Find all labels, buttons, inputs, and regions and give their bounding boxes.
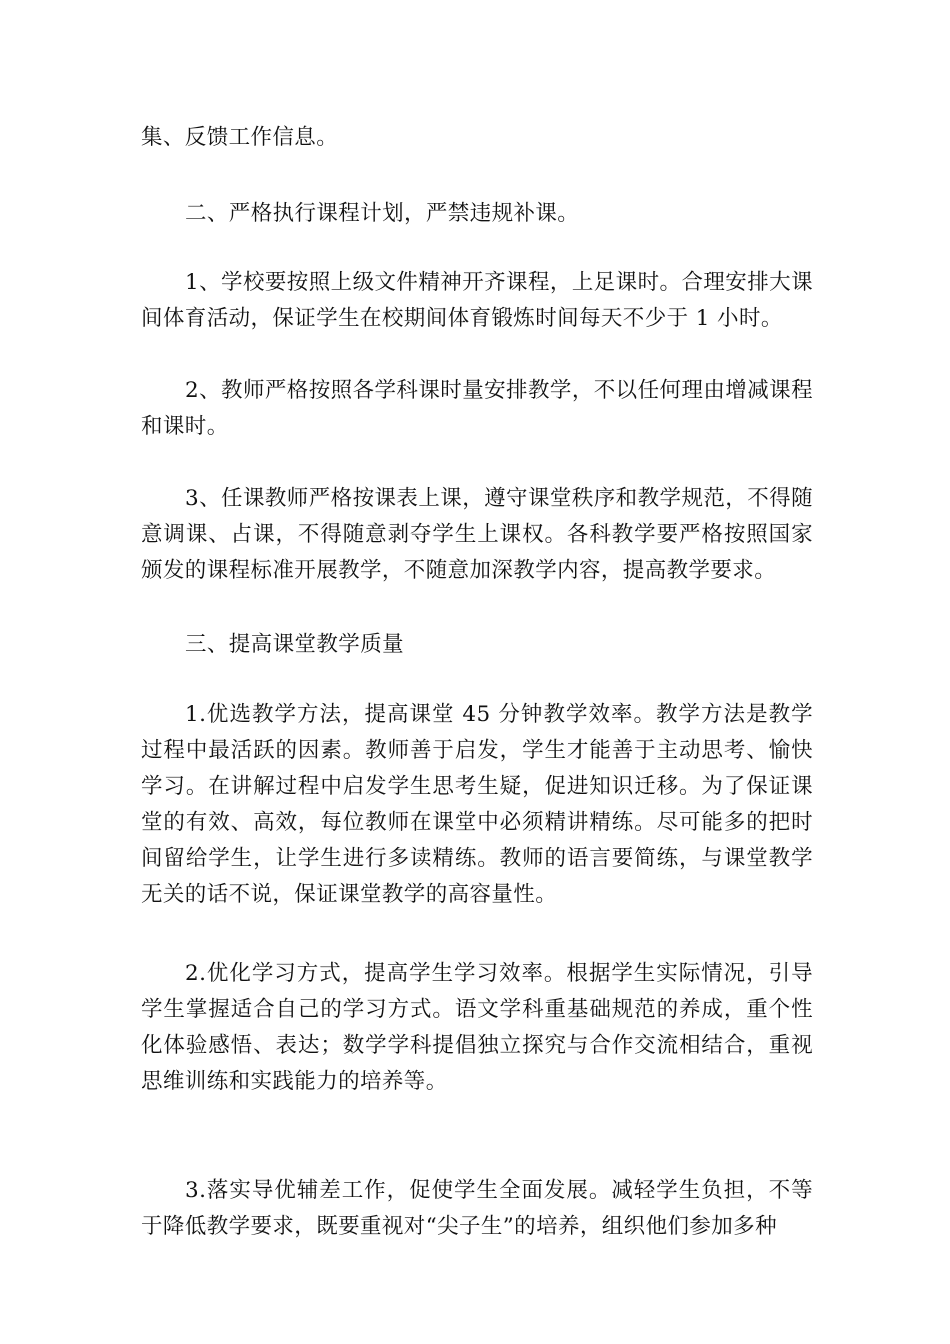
paragraph-continuation: 集、反馈工作信息。	[141, 125, 339, 150]
section-heading-3: 三、提高课堂教学质量	[185, 632, 405, 657]
paragraph-2-2: 2、教师严格按照各学科课时量安排教学，不以任何理由增减课程和课时。	[141, 378, 813, 439]
paragraph-2-1: 1、学校要按照上级文件精神开齐课程，上足课时。合理安排大课间体育活动，保证学生在校期间体育锻炼时间每天不少于 1 小时。	[141, 270, 813, 331]
section-heading-2: 二、严格执行课程计划，严禁违规补课。	[185, 201, 580, 226]
paragraph-2-3: 3、任课教师严格按课表上课，遵守课堂秩序和教学规范，不得随意调课、占课，不得随意剥夺学生上课权。各科教学要严格按照国家颁发的课程标准开展教学，不随意加深教学内容，提高教学要求。	[141, 486, 813, 583]
paragraph-3-3: 3.落实导优辅差工作，促使学生全面发展。减轻学生负担，不等于降低教学要求，既要重视对“尖子生”的培养，组织他们参加多种	[141, 1178, 813, 1239]
paragraph-3-1: 1.优选教学方法，提高课堂 45 分钟教学效率。教学方法是教学过程中最活跃的因素。教师善于启发，学生才能善于主动思考、愉快学习。在讲解过程中启发学生思考生疑，促进知识迁移。为了保证课堂的有效、高效，每位教师在课堂中必须精讲精练。尽可能多的把时间留给学生，让学生进行多读精练。教师的语言要简练，与课堂教学无关的话不说，保证课堂教学的高容量性。	[141, 702, 813, 907]
paragraph-3-2: 2.优化学习方式，提高学生学习效率。根据学生实际情况，引导学生掌握适合自己的学习方式。语文学科重基础规范的养成，重个性化体验感悟、表达；数学学科提倡独立探究与合作交流相结合，重视思维训练和实践能力的培养等。	[141, 961, 813, 1094]
